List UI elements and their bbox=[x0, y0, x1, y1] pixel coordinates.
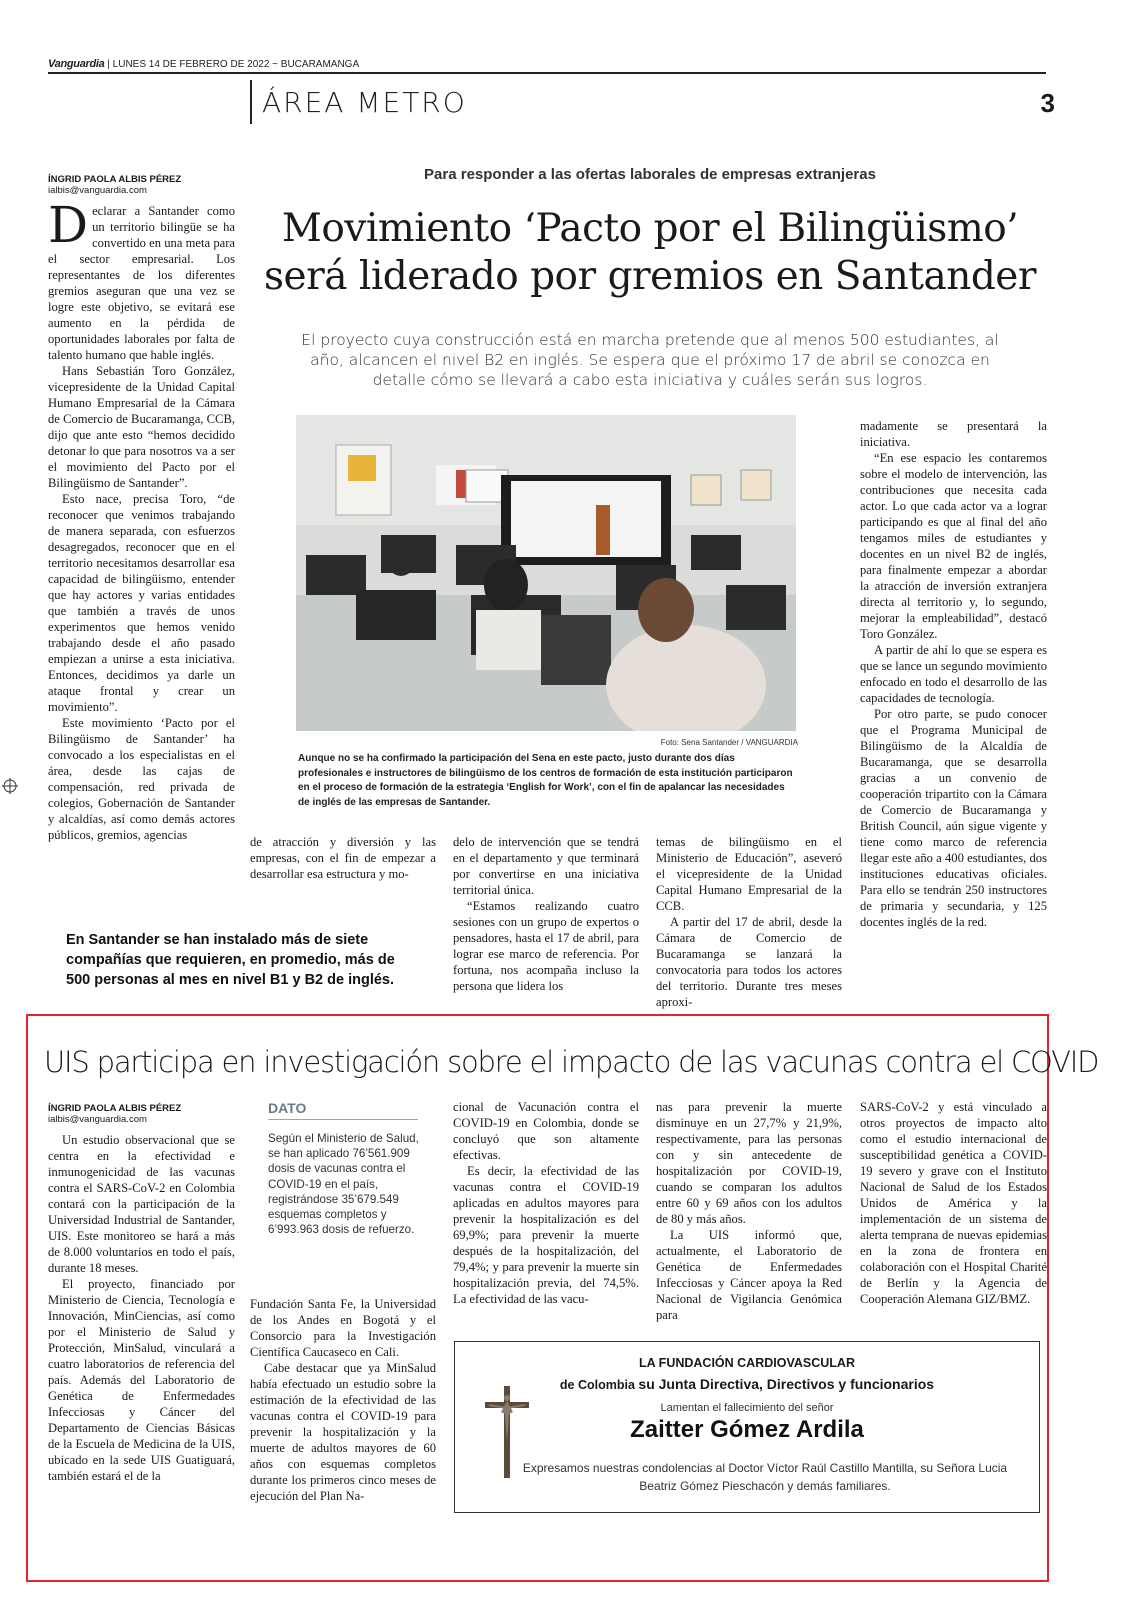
paragraph: El proyecto, financiado por Ministerio de Ciencia, Tecnología e Innovación, MinCiencias, así como por el Ministerio de Salud y Protección, MinSalud, vinculará a cuatro laboratorios de referencia del país. Además del Laboratorio de Genética de Enfermedades Infecciosas y Cáncer del Departamento de Ciencias Básicas de la Escuela de Medicina de la UIS, ubicado en la sede UIS Guatiguará, también estará el de la bbox=[48, 1277, 235, 1483]
paragraph: A partir del 17 de abril, desde la Cámara de Comercio de Bucaramanga se lanzará la convocatoria para todos los actores del territorio. Durante tres meses aproxi- bbox=[656, 915, 842, 1009]
obituary-name: Zaitter Gómez Ardila bbox=[630, 1416, 864, 1443]
obituary-notice bbox=[454, 1341, 1040, 1513]
brand-name: Vanguardia bbox=[48, 58, 105, 70]
paragraph: “Estamos realizando cuatro sesiones con un grupo de expertos o pensadores, hasta el 17 de abril, para lograr ese marco de referencia. Por fortuna, nos acompaña incluso la persona que lidera los bbox=[453, 899, 639, 993]
paragraph: de atracción y diversión y las empresas, con el fin de empezar a desarrollar esa estructura y mo- bbox=[250, 835, 436, 881]
paragraph: temas de bilingüismo en el Ministerio de Educación”, aseveró el vicepresidente de la Unidad Capital Humano Empresarial de la CCB. bbox=[656, 835, 842, 913]
paragraph: SARS-CoV-2 y está vinculado a otros proyectos de impacto alto como el estudio internacional de susceptibilidad genética a COVID-19 severo y grave con el Instituto Nacional de Salud de los Estados Unidos de América y la implementación de un sistema de alerta temprana de nuevas epidemias en la zona de frontera en colaboración con el Hospital Charité de Berlín y la Agencia de Cooperación Alemana GIZ/BMZ. bbox=[860, 1100, 1047, 1306]
section-divider bbox=[250, 80, 252, 124]
registration-mark-icon bbox=[2, 778, 18, 794]
photo-caption: Aunque no se ha confirmado la participación del Sena en este pacto, justo durante dos días profesionales e instructores de bilingüismo de los centros de formación de esta institución participaron en el proceso de formación de la estrategia ‘English for Work’, con el fin de apalancar las necesidades de inglés de las empresas de Santander. bbox=[298, 753, 793, 808]
byline-email: ialbis@vanguardia.com bbox=[48, 185, 147, 196]
paragraph: A partir de ahí lo que se espera es que se lance un segundo movimiento enfocado en todo el desarrollo de las capacidades de tecnología. bbox=[860, 643, 1047, 705]
article-column-1 bbox=[48, 196, 235, 843]
paragraph: Es decir, la efectividad de las vacunas contra el COVID-19 aplicadas en adultos mayores para prevenir la hospitalización es del 69,9%; para prevenir la muerte después de la hospitalización, del 79,4%; y para prevenir la muerte sin hospitalización previa, del 74,5%. La efectividad de las vacu- bbox=[453, 1164, 639, 1306]
paragraph: Declarar a Santander como un territorio bilingüe se ha convertido en una meta para el sector empresarial. Los representantes de los diferentes gremios aseguran que una vez se logre este objetivo, se evitará ese aumento en la pérdida de oportunidades laborales por falta de talento humano que hable inglés. bbox=[48, 196, 235, 362]
deck: El proyecto cuya construcción está en marcha pretende que al menos 500 estudiantes, al año, alcancen el nivel B2 en inglés. Se espera que el próximo 17 de abril se conozca en detalle cómo se llevará a cabo esta iniciativa y cuáles serán sus logros. bbox=[301, 331, 999, 389]
obituary-subtitle: de Colombia su Junta Directiva, Directivos y funcionarios bbox=[559, 1376, 935, 1392]
paragraph: Hans Sebastián Toro González, vicepresidente de la Unidad Capital Humano Empresarial de la Cámara de Comercio de Bucaramanga, CCB, dijo que ante esto “hemos decidido detonar lo que para nosotros va a ser el movimiento del Pacto por el Bilingüismo de Santander”. bbox=[48, 364, 235, 490]
date-line: | LUNES 14 DE FEBRERO DE 2022 ~ BUCARAMANGA bbox=[107, 59, 360, 70]
dato-text: Según el Ministerio de Salud, se han aplicado 76’561.909 dosis de vacunas contra el COVID-19 en el país, registrándose 35’679.549 esquemas completos y 6’993.963 dosis de refuerzo. bbox=[268, 1132, 419, 1237]
obituary-announcement: Lamentan el fallecimiento del señor bbox=[660, 1402, 834, 1414]
pull-quote: En Santander se han instalado más de siete compañías que requieren, en promedio, más de 500 personas al mes en nivel B1 y B2 de inglés. bbox=[66, 932, 395, 988]
article2-column-1 bbox=[48, 1132, 235, 1484]
headline: Movimiento ‘Pacto por el Bilingüismo’ será liderado por gremios en Santander bbox=[263, 206, 1037, 299]
classroom-photo bbox=[296, 415, 796, 731]
paragraph: Este movimiento ‘Pacto por el Bilingüismo de Santander’ ha convocado a los especialistas en el área, desde las cajas de compensación, red privada de colegios, Gobernación de Santander y alcaldías, así como demás actores públicos, gremios, agencias bbox=[48, 716, 235, 842]
paragraph: madamente se presentará la iniciativa. bbox=[860, 419, 1047, 449]
obituary-condolences: Expresamos nuestras condolencias al Doctor Víctor Raúl Castillo Mantilla, su Señora Lucia Beatriz Gómez Pieschacón y demás familiares. bbox=[522, 1461, 1008, 1493]
paragraph: Esto nace, precisa Toro, “de reconocer que venimos trabajando de manera separada, con esfuerzos desagregados, reconocer que en el territorio necesitamos desarrollar esa capacidad de bilingüismo, entender que hay actores y varias entidades que también a través de unos experimentos que hemos venido trabajando desde el año pasado empiezan a unirse a esta iniciativa. Entonces, decidimos ya darle un ataque frontal y crear un movimiento”. bbox=[48, 492, 235, 714]
article2-column-2 bbox=[250, 1296, 436, 1504]
dato-rule bbox=[268, 1119, 418, 1120]
page-number: 3 bbox=[1040, 88, 1055, 118]
paragraph: Un estudio observacional que se centra en la efectividad e inmunogenicidad de las vacunas contra el SARS-CoV-2 en Colombia contará con la participación de la Universidad Industrial de Santander, UIS. Este monitoreo se hará a más de 8.000 voluntarios en todo el país, durante 18 meses. bbox=[48, 1133, 235, 1275]
article2-column-3 bbox=[453, 1099, 639, 1307]
paragraph: delo de intervención que se tendrá en el departamento y que terminará por convertirse en una iniciativa territorial única. bbox=[453, 835, 639, 897]
article-column-4 bbox=[656, 834, 842, 1010]
kicker: Para responder a las ofertas laborales de empresas extranjeras bbox=[424, 166, 876, 183]
obituary-org: LA FUNDACIÓN CARDIOVASCULAR bbox=[639, 1356, 855, 1370]
dato-label: DATO bbox=[268, 1100, 307, 1116]
paragraph: “En ese espacio les contaremos sobre el modelo de intervención, las contribuciones que necesita cada actor. Lo que cada actor va a lograr participando es que al final del año tengamos miles de estudiantes y docentes en un nivel B2 de inglés, para finalmente empezar a abordar la atracción de inversión extranjera directa al territorio y, lo segundo, mejorar la empleabilidad”, destacó Toro González. bbox=[860, 451, 1047, 641]
masthead-line bbox=[48, 58, 1058, 73]
article-column-2 bbox=[250, 834, 436, 882]
byline-name: ÍNGRID PAOLA ALBIS PÉREZ bbox=[48, 1103, 182, 1114]
headline-2: UIS participa en investigación sobre el impacto de las vacunas contra el COVID bbox=[44, 1045, 1099, 1079]
byline bbox=[48, 174, 238, 196]
byline-email: ialbis@vanguardia.com bbox=[48, 1114, 147, 1125]
article2-column-5 bbox=[860, 1099, 1047, 1307]
article2-column-4 bbox=[656, 1099, 842, 1323]
byline-2 bbox=[48, 1103, 238, 1125]
byline-name: ÍNGRID PAOLA ALBIS PÉREZ bbox=[48, 174, 182, 185]
photo-credit: Foto: Sena Santander / VANGUARDIA bbox=[660, 738, 798, 747]
paragraph: Por otro parte, se pudo conocer que el Programa Municipal de Bilingüismo de la Alcaldía de Bucaramanga, que se desarrolla gracias a un convenio de cooperación tripartito con la Cámara de Comercio de Bucaramanga y British Council, aún sigue vigente y tiene como marco de referencia llegar este año a 400 estudiantes, dos instituciones educativas oficiales. Para ello se tendrán 250 instructores de primaria y secundaria, y 125 docentes inglés de la red. bbox=[860, 707, 1047, 929]
header-rule bbox=[48, 72, 1046, 74]
paragraph: cional de Vacunación contra el COVID-19 en Colombia, donde se concluyó que son altamente efectivas. bbox=[453, 1100, 639, 1162]
dropcap: D bbox=[48, 196, 89, 254]
paragraph: Cabe destacar que ya MinSalud había efectuado un estudio sobre la estimación de la efectividad de las vacunas contra el COVID-19 para prevenir la hospitalización y la muerte de adultos mayores de 60 años con esquemas completos durante los primeros cinco meses de ejecución del Plan Na- bbox=[250, 1361, 436, 1503]
paragraph: Fundación Santa Fe, la Universidad de los Andes en Bogotá y el Consorcio para la Investigación Científica Caucaseco en Cali. bbox=[250, 1297, 436, 1359]
paragraph: La UIS informó que, actualmente, el Laboratorio de Genética de Enfermedades Infecciosas y Cáncer apoya la Red Nacional de Vigilancia Genómica para bbox=[656, 1228, 842, 1322]
article-column-5 bbox=[860, 418, 1047, 930]
paragraph: nas para prevenir la muerte disminuye en un 27,7% y 21,9%, respectivamente, para las personas con y sin antecedente de hospitalización por COVID-19, cuando se comparan los adultos entre 60 y 69 años con los adultos de 80 y más años. bbox=[656, 1100, 842, 1226]
section-title: ÁREA METRO bbox=[262, 86, 467, 119]
article-column-3 bbox=[453, 834, 639, 994]
